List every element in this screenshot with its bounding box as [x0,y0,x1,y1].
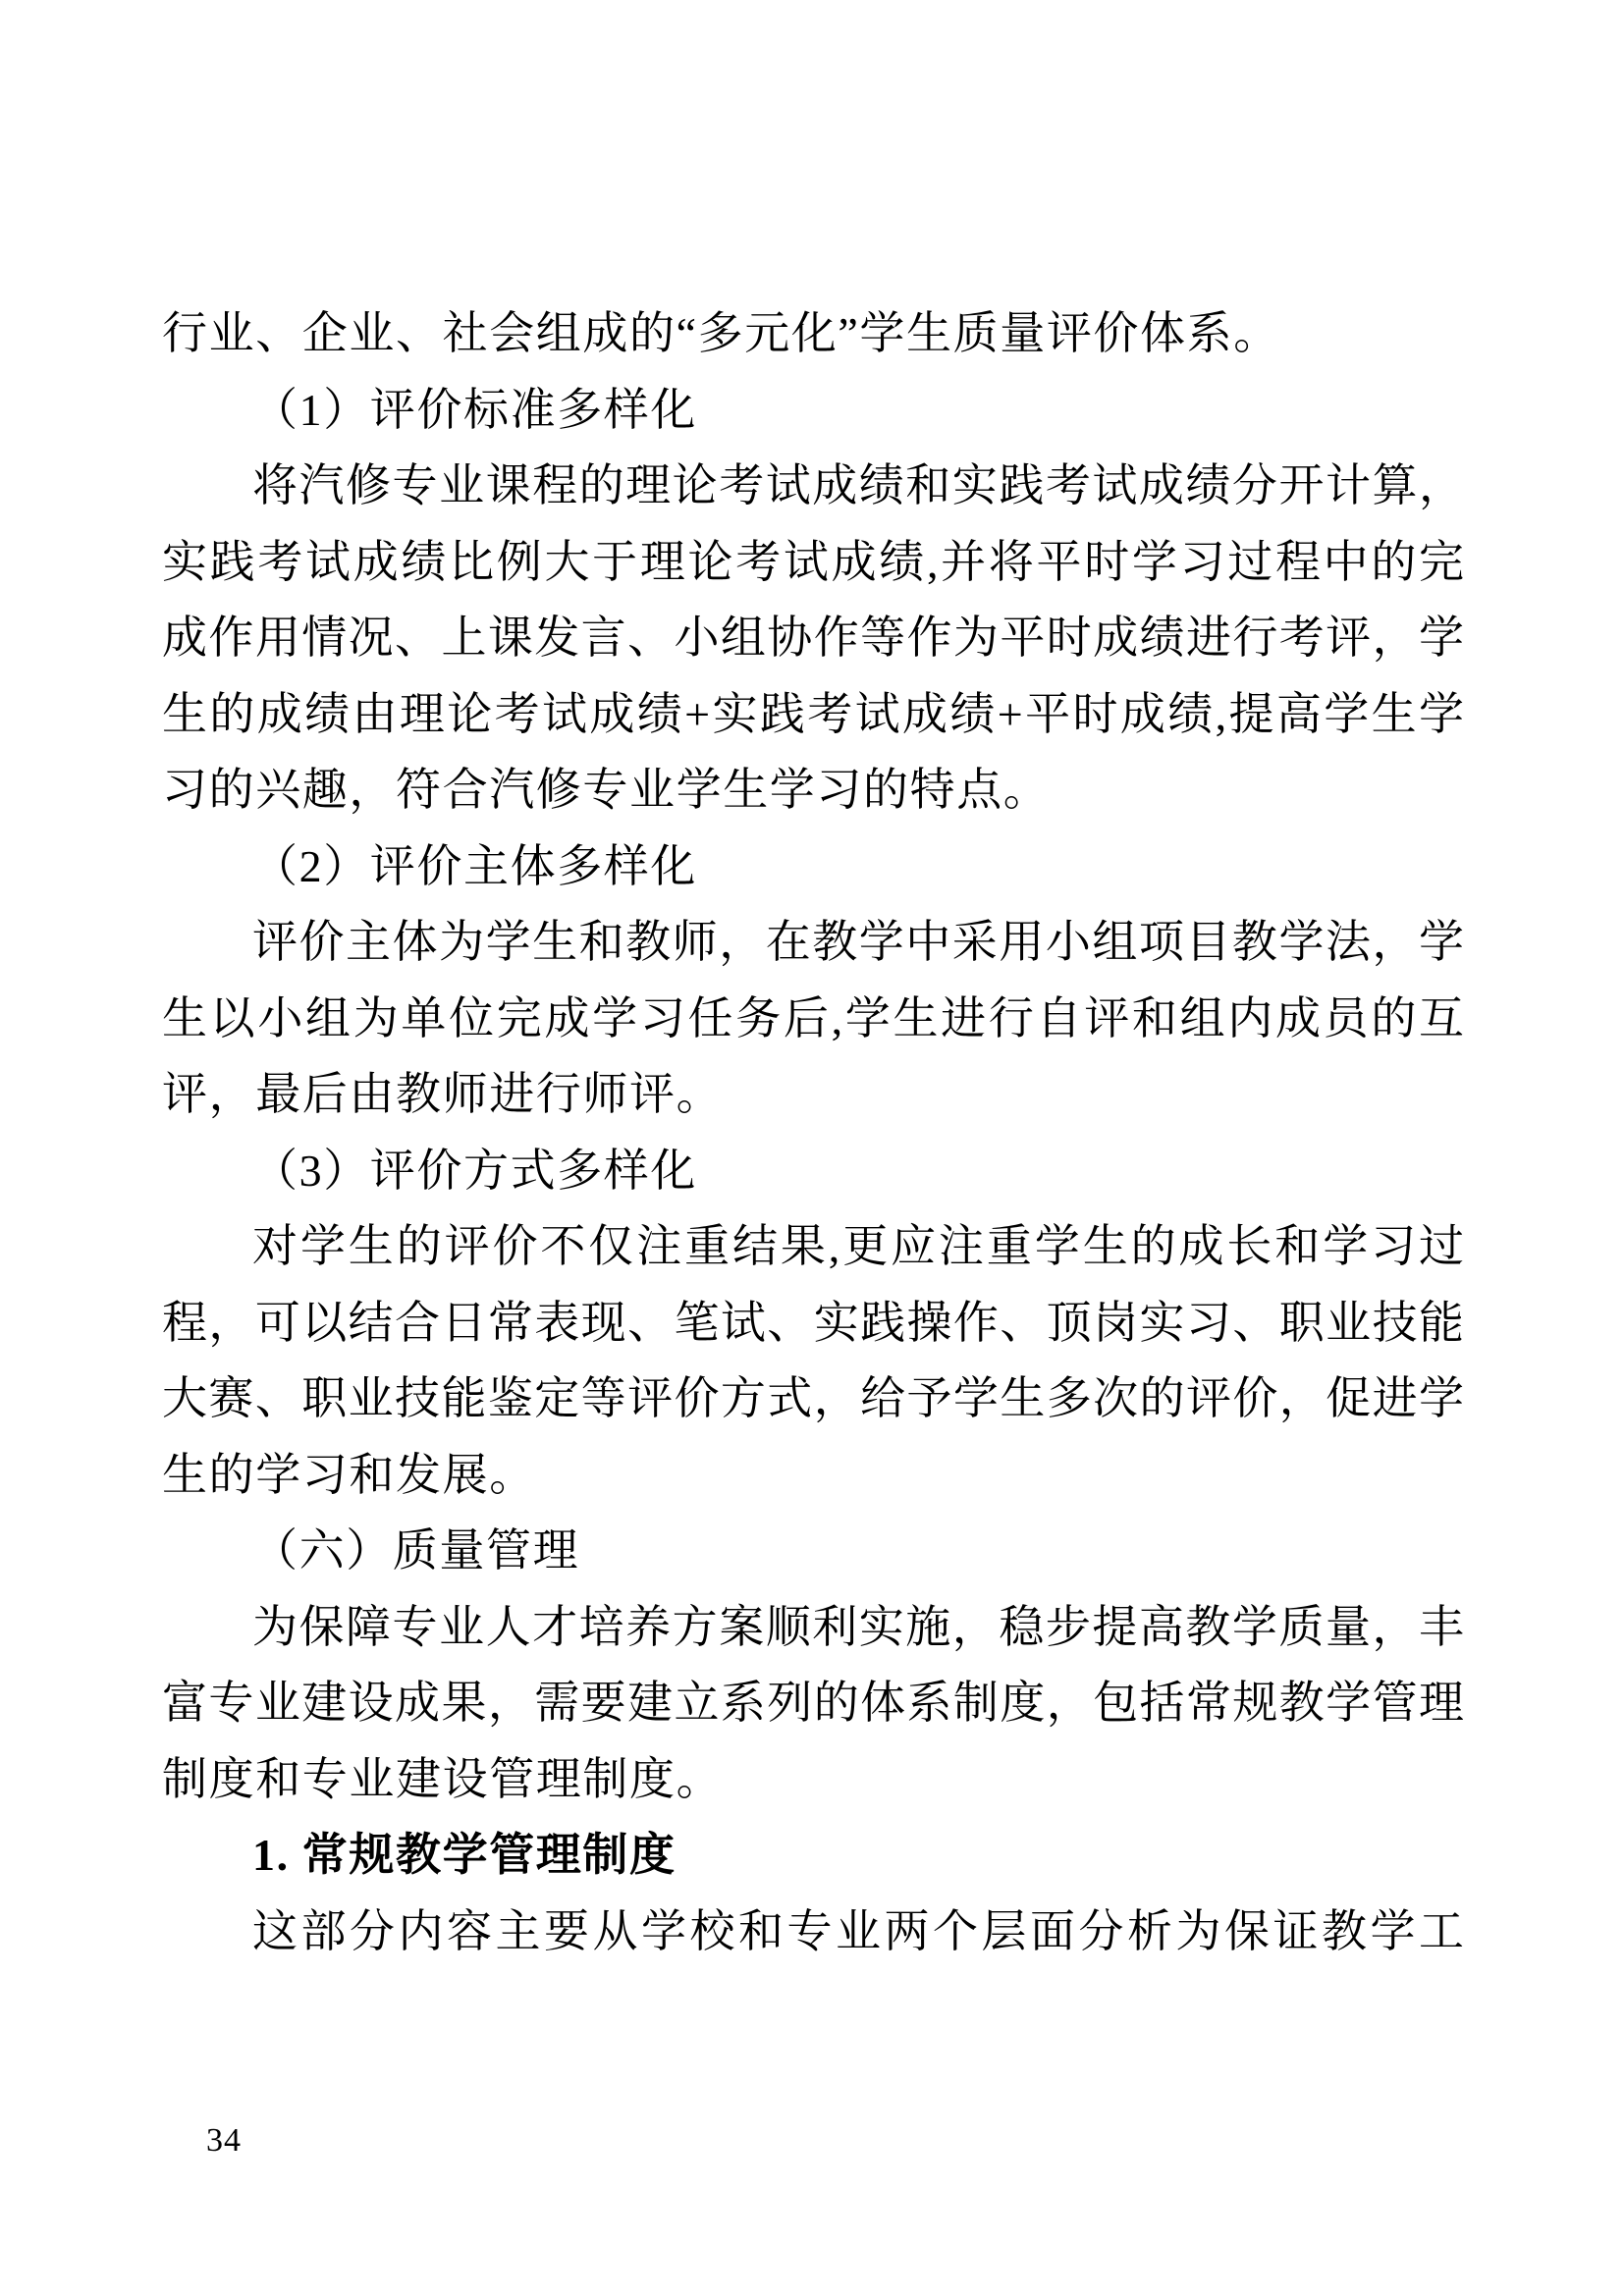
text-line: 评，最后由教师进行师评。 [162,1069,724,1119]
text-line: 大赛、职业技能鉴定等评价方式，给予学生多次的评价，促进学 [162,1373,1464,1423]
text-line: 生的学习和发展。 [162,1449,536,1500]
text-line: 评价主体为学生和教师，在教学中采用小组项目教学法，学 [252,917,1464,967]
document-body [162,295,1464,1969]
numbered-heading: 1. 常规教学管理制度 [252,1830,677,1880]
text-line: 实践考试成绩比例大于理论考试成绩,并将平时学习过程中的完 [162,536,1464,587]
text-line: 为保障专业人才培养方案顺利实施，稳步提高教学质量，丰 [252,1601,1464,1652]
text-line: 生的成绩由理论考试成绩+实践考试成绩+平时成绩,提高学生学 [162,688,1464,739]
text-line: 制度和专业建设管理制度。 [162,1753,724,1804]
text-line: 对学生的评价不仅注重结果,更应注重学生的成长和学习过 [252,1221,1464,1271]
subsection-heading: （2）评价主体多样化 [252,840,697,891]
page-number: 34 [206,2122,242,2159]
text-line: 将汽修专业课程的理论考试成绩和实践考试成绩分开计算， [252,460,1464,510]
text-line: 程，可以结合日常表现、笔试、实践操作、顶岗实习、职业技能 [162,1297,1464,1348]
subsection-heading: （3）评价方式多样化 [252,1145,697,1196]
text-line: 成作用情况、上课发言、小组协作等作为平时成绩进行考评，学 [162,613,1464,663]
text-line: 生以小组为单位完成学习任务后,学生进行自评和组内成员的互 [162,992,1464,1043]
subsection-heading: （1）评价标准多样化 [252,384,697,435]
text-line: 行业、企业、社会组成的“多元化”学生质量评价体系。 [162,308,1280,358]
text-line: 这部分内容主要从学校和专业两个层面分析为保证教学工 [252,1905,1464,1956]
text-line: 富专业建设成果，需要建立系列的体系制度，包括常规教学管理 [162,1678,1464,1728]
text-line: 习的兴趣，符合汽修专业学生学习的特点。 [162,765,1051,815]
section-heading: （六）质量管理 [252,1525,580,1575]
